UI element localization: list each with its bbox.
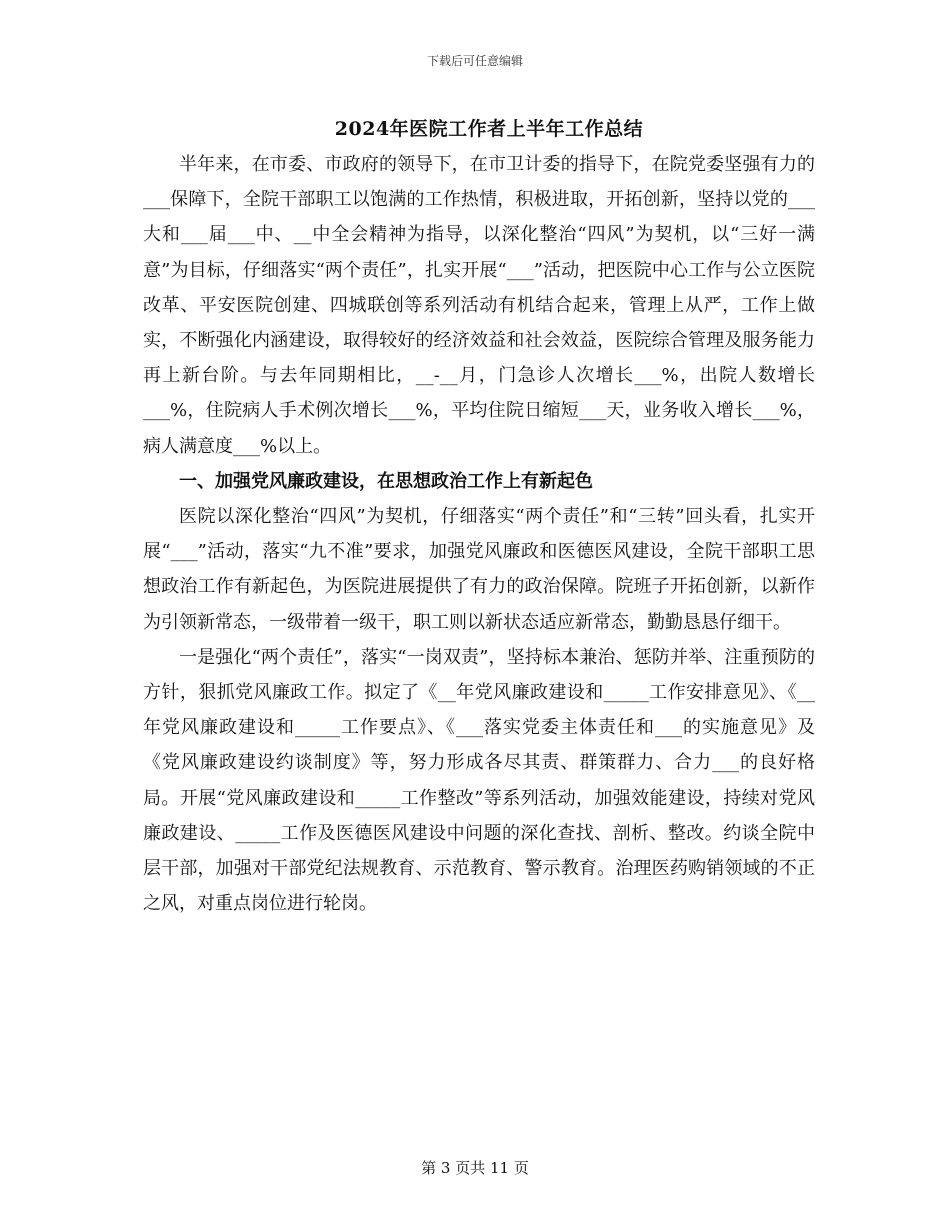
paragraph-section-1: 医院以深化整治“四风”为契机，仔细落实“两个责任”和“三转”回头看，扎实开展“___”活动，落实“九不准”要求，加强党风廉政和医德医风建设，全院干部职工思想政治工作有新起色，为医院进展提供了有力的政治保障。院班子开拓创新，以新作为引领新常态，一级带着一级干，职工则以新状态适应新常态，勤勤恳恳仔细干。 xyxy=(143,506,815,633)
section-heading-1: 一、加强党风廉政建设，在思想政治工作上有新起色 xyxy=(179,470,593,492)
page-header: 下载后可任意编辑 xyxy=(426,54,523,68)
paragraph-point-1: 一是强化“两个责任”，落实“一岗双责”，坚持标本兼治、惩防并举、注重预防的方针，狠抓党风廉政工作。拟定了《__年党风廉政建设和_____工作安排意见》、《__年党风廉政建设和_____工作要点》、《___落实党委主体责任和___的实施意见》及《党风廉政建设约谈制度》等，努力形成各尽其责、群策群力、合力___的良好格局。开展“党风廉政建设和_____工作整改”等系列活动，加强效能建设，持续对党风廉政建设、_____工作及医德医风建设中问题的深化查找、剖析、整改。约谈全院中层干部，加强对干部党纪法规教育、示范教育、警示教育。治理医药购销领域的不正之风，对重点岗位进行轮岗。 xyxy=(143,646,815,915)
document-title: 2024年医院工作者上半年工作总结 xyxy=(334,118,644,140)
paragraph-intro: 半年来，在市委、市政府的领导下，在市卫计委的指导下，在院党委坚强有力的___保障下，全院干部职工以饱满的工作热情，积极进取，开拓创新，坚持以党的___大和___届___中、__中全会精神为指导，以深化整治“四风”为契机，以“三好一满意”为目标，仔细落实“两个责任”，扎实开展“___”活动，把医院中心工作与公立医院改革、平安医院创建、四城联创等系列活动有机结合起来，管理上从严，工作上做实，不断强化内涵建设，取得较好的经济效益和社会效益，医院综合管理及服务能力再上新台阶。与去年同期相比，__-__月，门急诊人次增长___%，出院人数增长___%，住院病人手术例次增长___%，平均住院日缩短___天，业务收入增长___%，病人满意度___%以上。 xyxy=(143,154,815,457)
page-footer: 第 3 页共 11 页 xyxy=(421,1159,529,1177)
document-body xyxy=(143,147,815,921)
